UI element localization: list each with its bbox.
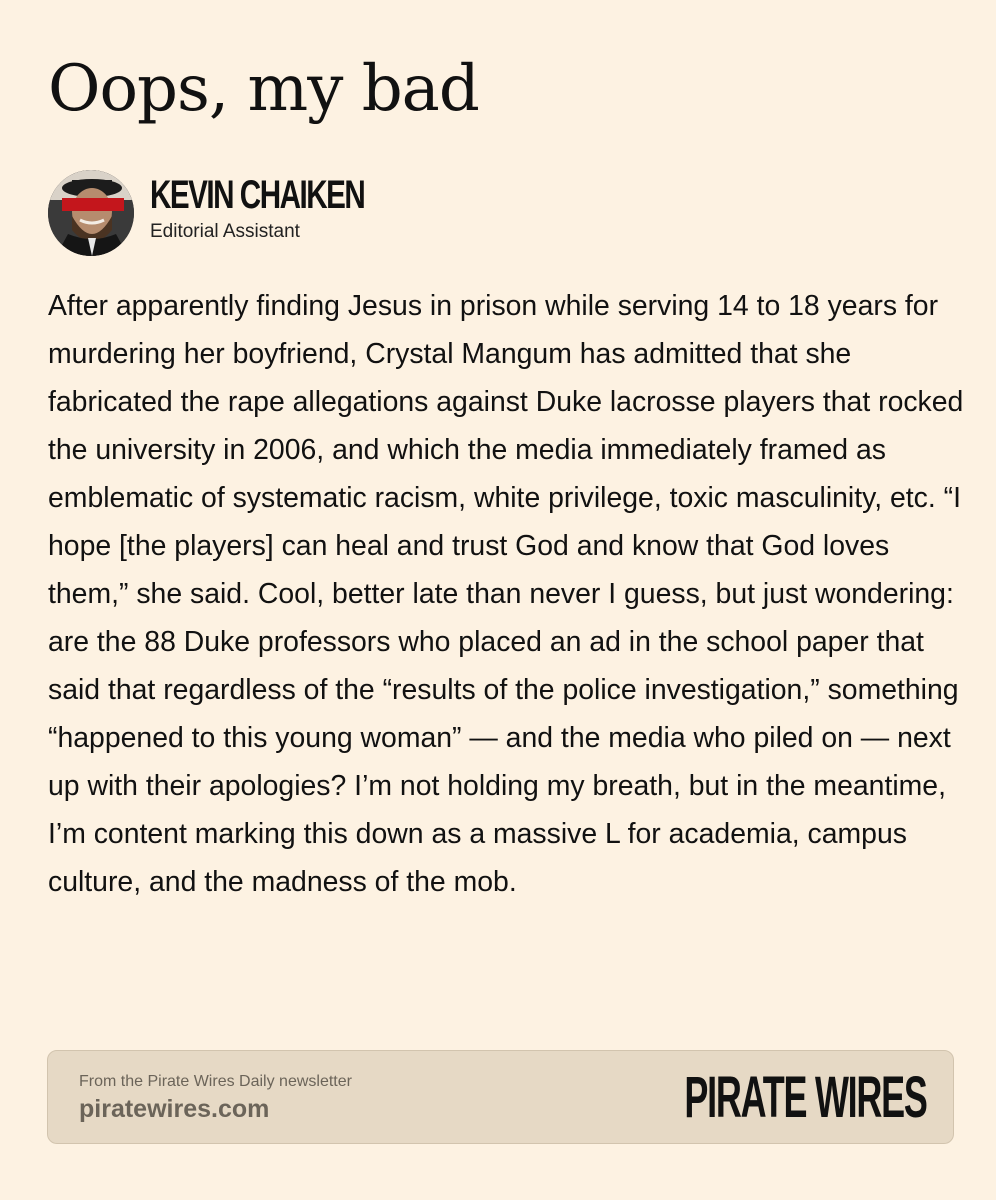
author-name: KEVIN CHAIKEN (150, 173, 365, 217)
pirate-wires-logo: PIRATE WIRES (684, 1065, 927, 1130)
footer-source-text: From the Pirate Wires Daily newsletter (79, 1073, 352, 1090)
author-role: Editorial Assistant (150, 221, 300, 242)
footer-url-link[interactable]: piratewires.com (79, 1095, 270, 1123)
author-byline (48, 170, 440, 256)
article-title: Oops, my bad (48, 52, 479, 126)
article-body: After apparently finding Jesus in prison while serving 14 to 18 years for murdering her boyfriend, Crystal Mangum has admitted that she fabricated the rape allegations against Duke lacrosse players that rocked the university in 2006, and which the media immediately framed as emblematic of systematic racism, white privilege, toxic masculinity, etc. “I hope [the players] can heal and trust God and know that God loves them,” she said. Cool, better late than never I guess, but just wondering: are the 88 Duke professors who placed an ad in the school paper that said that regardless of the “results of the police investigation,” something “happened to this young woman” — and the media who piled on — next up with their apologies? I’m not holding my breath, but in the meantime, I’m content marking this down as a massive L for academia, campus culture, and the madness of the mob. (48, 290, 964, 898)
author-avatar (48, 170, 134, 256)
author-photo-icon (48, 170, 134, 256)
newsletter-footer (47, 1050, 954, 1144)
